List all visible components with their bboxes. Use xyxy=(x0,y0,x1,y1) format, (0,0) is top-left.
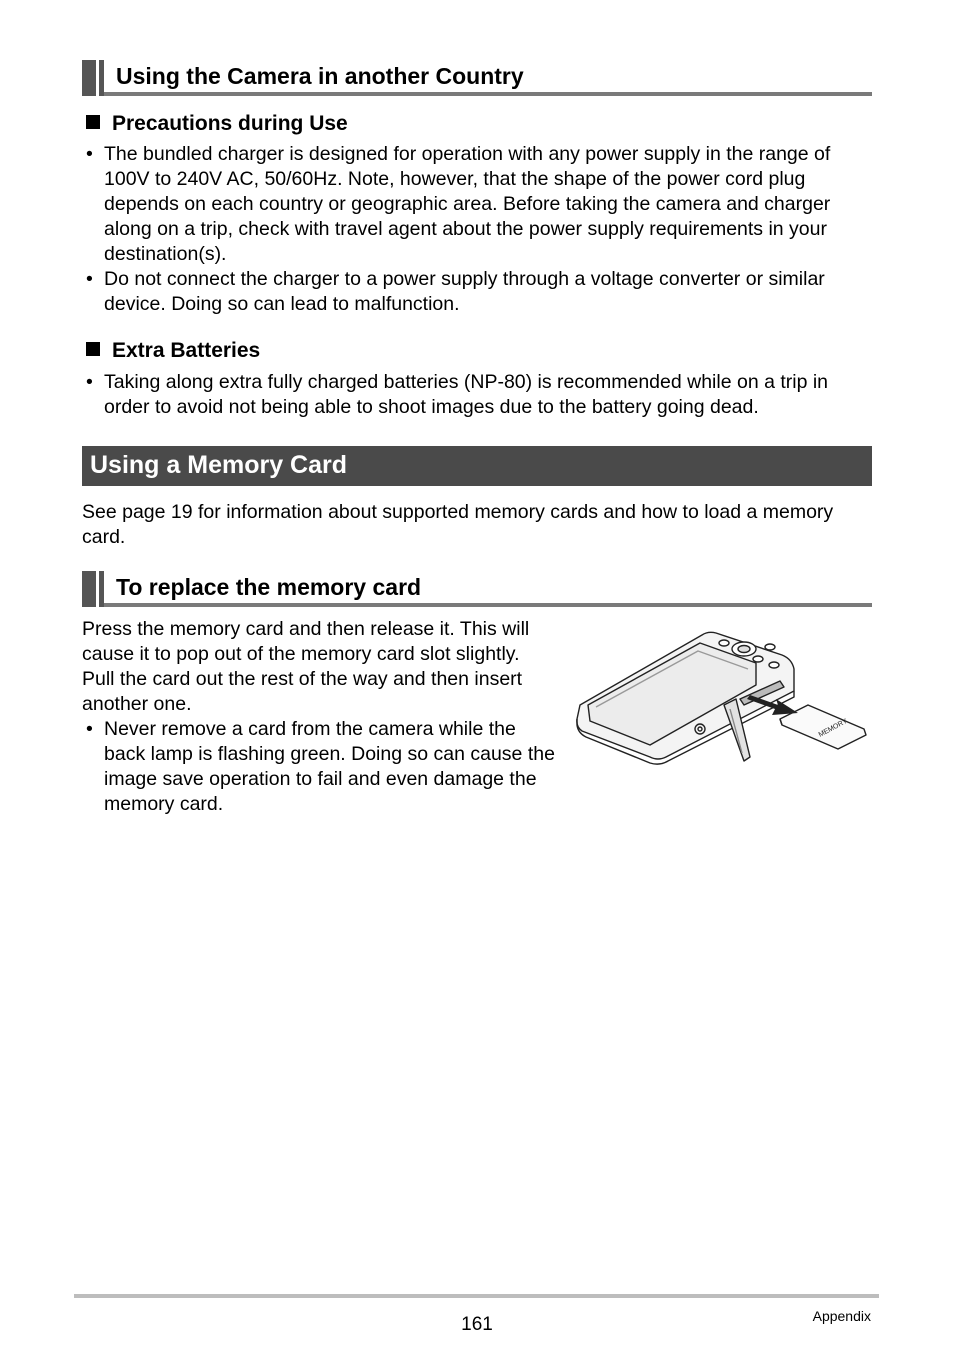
section-title: Using a Memory Card xyxy=(90,451,348,479)
list-item-text: Taking along extra fully charged batteries (NP-80) is recommended while on a trip in order to avoid not being able to shoot images due to the battery going dead. xyxy=(104,371,829,418)
section-heading-camera-abroad xyxy=(82,60,872,96)
heading-marker xyxy=(99,571,104,607)
heading-marker xyxy=(82,571,96,607)
camera-button xyxy=(753,656,763,662)
memory-card-label: MEMORY xyxy=(817,717,849,739)
bullet-dot-icon: • xyxy=(86,718,93,740)
replace-card-list xyxy=(82,717,556,817)
heading-marker xyxy=(82,60,96,96)
camera-button xyxy=(769,662,779,668)
page-number: 161 xyxy=(461,1314,493,1335)
section-title: Using the Camera in another Country xyxy=(116,63,524,89)
square-bullet-icon xyxy=(86,115,100,129)
list-item-text: Never remove a card from the camera while the back lamp is flashing green. Doing so can cause the image save operation to fail and even damage the memory card. xyxy=(104,718,555,815)
section-band-memory-card xyxy=(82,446,872,486)
square-bullet-icon xyxy=(86,342,100,356)
camera-button xyxy=(765,644,775,650)
heading-rule xyxy=(104,92,872,96)
heading-rule xyxy=(104,603,872,607)
list-item xyxy=(82,142,872,267)
section-title: To replace the memory card xyxy=(116,574,422,600)
precautions-list xyxy=(82,142,872,317)
heading-marker xyxy=(99,60,104,96)
bullet-dot-icon: • xyxy=(86,268,93,290)
bullet-dot-icon: • xyxy=(86,143,93,165)
memory-card-intro: See page 19 for information about supported memory cards and how to load a memory card. xyxy=(82,501,834,548)
list-item-text: Do not connect the charger to a power supply through a voltage converter or similar device. Doing so can lead to malfunction. xyxy=(104,268,825,315)
camera-button xyxy=(719,640,729,646)
list-item xyxy=(82,267,872,317)
bullet-dot-icon: • xyxy=(86,371,93,393)
subheading-title: Precautions during Use xyxy=(112,112,348,135)
subheading-title: Extra Batteries xyxy=(112,339,261,362)
subheading-precautions xyxy=(86,112,348,136)
camera-memory-card-illustration xyxy=(574,625,870,767)
list-item-text: The bundled charger is designed for operation with any power supply in the range of 100V to 240V AC, 50/60Hz. Note, however, that the shape of the power cord plug depends on each country or geographic area. Before taking the camera and charger along on a trip, check with travel agent about the power supply requirements in your destination(s). xyxy=(104,143,831,265)
subheading-extra-batteries xyxy=(86,339,260,363)
list-item xyxy=(82,370,872,420)
section-heading-replace-card xyxy=(82,571,872,607)
list-item xyxy=(82,717,556,817)
replace-card-body: Press the memory card and then release it. This will cause it to pop out of the memory card slot slightly. Pull the card out the rest of the way and then insert another one. xyxy=(82,618,530,715)
footer-rule xyxy=(74,1294,879,1298)
footer-section-label: Appendix xyxy=(812,1308,871,1324)
batteries-list xyxy=(82,370,872,420)
